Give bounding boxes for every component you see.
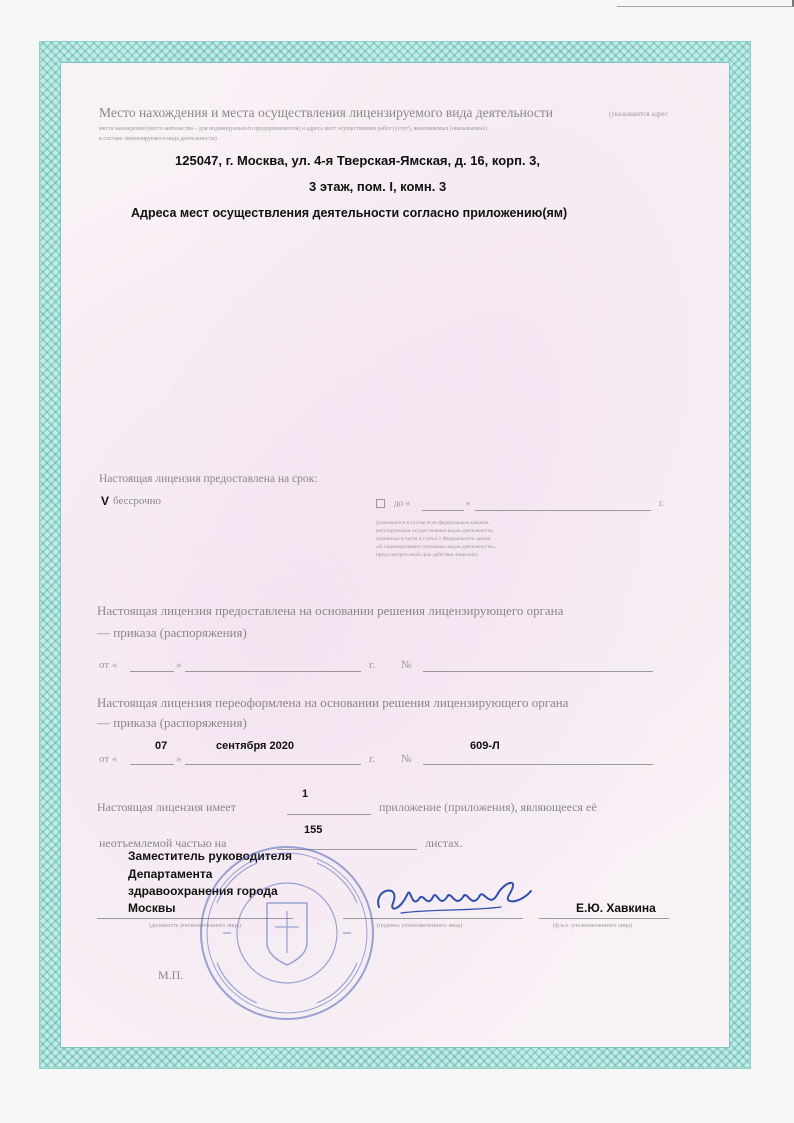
granted-quote: » xyxy=(176,659,182,671)
signer-position-2: Департамента xyxy=(128,867,213,881)
signer-position-3: здравоохранения города xyxy=(128,884,278,898)
term-note-1: (указывается в случае если федеральным законом, xyxy=(376,520,490,526)
term-until-date-line xyxy=(475,510,651,511)
official-seal-stamp xyxy=(197,843,377,1023)
handwritten-signature xyxy=(371,869,541,919)
term-note-5: предусмотрен иной срок действия лицензии) xyxy=(376,552,478,558)
reissued-line-1: Настоящая лицензия переоформлена на основании решения лицензирующего органа xyxy=(97,695,569,710)
term-unlimited: бессрочно xyxy=(113,495,162,507)
license-frame xyxy=(39,41,751,1069)
license-page xyxy=(60,62,730,1048)
term-until-quote: » xyxy=(466,498,471,508)
term-until-checkbox[interactable] xyxy=(376,499,385,508)
granted-year: г. xyxy=(369,659,376,671)
header-title: Место нахождения и места осуществления лицензируемого вида деятельности xyxy=(99,105,554,120)
header-subtitle-1: места нахождения (место жительства – для индивидуального предпринимателя) и адреса мест осуществления работ (услуг), выполняемых (оказываемых) xyxy=(99,126,488,132)
reissued-date-line xyxy=(185,764,361,765)
reissued-number-label: № xyxy=(401,753,412,765)
reissued-line-2: — приказа (распоряжения) xyxy=(97,715,247,730)
signer-position-1: Заместитель руководителя xyxy=(128,849,292,863)
term-until-prefix: до « xyxy=(394,498,410,508)
reissued-quote: » xyxy=(176,753,182,765)
mp-label: М.П. xyxy=(158,968,184,982)
term-check-mark: V xyxy=(101,494,110,508)
reissued-day: 07 xyxy=(155,740,168,752)
appendix-count: 1 xyxy=(302,788,309,800)
caption-name: (ф.и.о. уполномоченного лица) xyxy=(553,923,632,929)
address-line-2: 3 этаж, пом. I, комн. 3 xyxy=(309,179,447,194)
granted-number-line xyxy=(423,671,653,672)
reissued-year: г. xyxy=(369,753,376,765)
reissued-month-year: сентября 2020 xyxy=(216,740,294,752)
reissued-from: от « xyxy=(99,753,118,765)
granted-from: от « xyxy=(99,659,118,671)
address-line-1: 125047, г. Москва, ул. 4-я Тверская-Ямская, д. 16, корп. 3, xyxy=(175,153,541,168)
term-label: Настоящая лицензия предоставлена на срок: xyxy=(99,473,318,485)
reissued-order-number: 609-Л xyxy=(470,740,500,752)
appendix-line2-suffix: листах. xyxy=(425,836,463,850)
granted-number-label: № xyxy=(401,659,412,671)
appendix-suffix: приложение (приложения), являющееся её xyxy=(379,800,597,814)
appendix-count-line xyxy=(287,814,371,815)
reissued-number-line xyxy=(423,764,653,765)
term-until-day-line xyxy=(422,510,464,511)
address-note: Адреса мест осуществления деятельности согласно приложению(ям) xyxy=(131,206,568,220)
granted-day-line xyxy=(130,671,174,672)
scan-corner-mark xyxy=(617,0,794,7)
header-title-note: (указываются адрес xyxy=(609,110,668,118)
term-note-4: «О лицензировании отдельных видов деятельности», xyxy=(376,544,497,550)
reissued-day-line xyxy=(130,764,174,765)
granted-line-2: — приказа (распоряжения) xyxy=(97,625,247,640)
term-note-3: указанных в части 4 статьи 1 Федерального закона xyxy=(376,536,491,542)
appendix-line2-prefix: неотъемлемой частью на xyxy=(99,836,227,850)
granted-line-1: Настоящая лицензия предоставлена на основании решения лицензирующего органа xyxy=(97,603,564,618)
granted-date-line xyxy=(185,671,361,672)
signer-name: Е.Ю. Хавкина xyxy=(576,901,656,915)
term-note-2: регулирующим осуществление видов деятельности, xyxy=(376,528,494,534)
term-until-year: г. xyxy=(659,498,664,508)
caption-sign: (подпись уполномоченного лица) xyxy=(377,923,463,929)
signer-position-4: Москвы xyxy=(128,901,176,915)
signature-name-line xyxy=(539,918,669,919)
appendix-sheets: 155 xyxy=(304,824,323,836)
caption-position: (должность уполномоченного лица) xyxy=(149,923,241,929)
appendix-prefix: Настоящая лицензия имеет xyxy=(97,800,236,814)
header-subtitle-2: в составе лицензируемого вида деятельности) xyxy=(99,136,217,142)
